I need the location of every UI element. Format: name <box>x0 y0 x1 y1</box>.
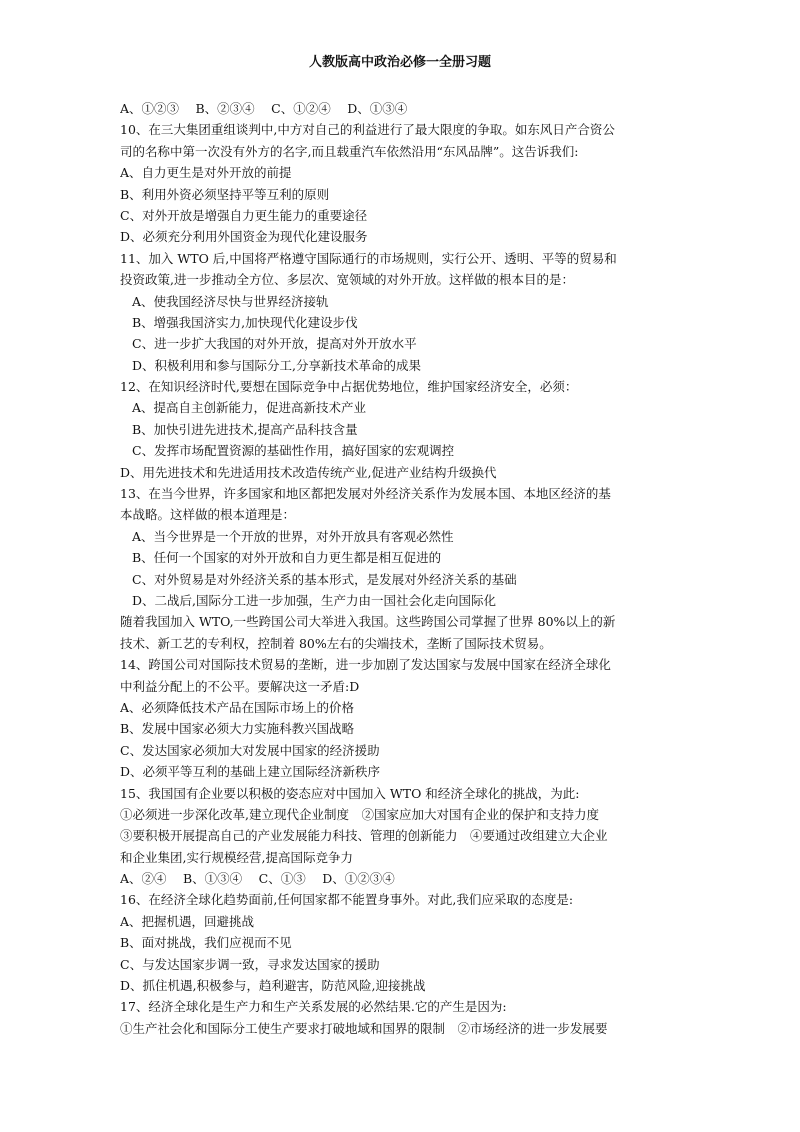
text-line: D、抓住机遇,积极参与，趋利避害，防范风险,迎接挑战 <box>120 978 426 994</box>
text-line: 12、在知识经济时代,要想在国际竞争中占据优势地位，维护国家经济安全，必须： <box>120 379 578 395</box>
text-line: 14、跨国公司对国际技术贸易的垄断，进一步加剧了发达国家与发展中国家在经济全球化 <box>120 657 611 673</box>
text-line: D、二战后,国际分工进一步加强，生产力由一国社会化走向国际化 <box>132 592 496 608</box>
text-line: 16、在经济全球化趋势面前,任何国家都不能置身事外。对此,我们应采取的态度是: <box>120 892 574 908</box>
text-line: A、当今世界是一个开放的世界，对外开放具有客观必然性 <box>132 528 454 544</box>
text-line: C、对外贸易是对外经济关系的基本形式，是发展对外经济关系的基础 <box>132 571 517 587</box>
text-line: D、必须充分利用外国资金为现代化建设服务 <box>120 229 368 245</box>
text-line: C、发达国家必须加大对发展中国家的经济援助 <box>120 742 380 758</box>
text-line: 投资政策,进一步推动全方位、多层次、宽领域的对外开放。这样做的根本目的是： <box>120 272 574 288</box>
text-line: 15、我国国有企业要以积极的姿态应对中国加入 WTO 和经济全球化的挑战，为此: <box>120 785 580 801</box>
text-line: D、积极利用和参与国际分工,分享新技术革命的成果 <box>132 357 421 373</box>
text-line: C、发挥市场配置资源的基础性作用，搞好国家的宏观调控 <box>132 443 455 459</box>
text-line: 11、加入 WTO 后,中国将严格遵守国际通行的市场规则，实行公开、透明、平等的贸易和 <box>120 250 617 266</box>
text-line: B、面对挑战，我们应视而不见 <box>120 935 292 951</box>
text-line: A、把握机遇，回避挑战 <box>120 913 255 929</box>
text-line: D、用先进技术和先进适用技术改造传统产业,促进产业结构升级换代 <box>120 464 497 480</box>
document-page <box>120 52 680 1039</box>
text-line: C、与发达国家步调一致，寻求发达国家的援助 <box>120 956 380 972</box>
document-body <box>120 98 680 1039</box>
text-line: 本战略。这样做的根本道理是： <box>120 507 296 523</box>
text-line: A、自力更生是对外开放的前提 <box>120 165 292 181</box>
text-line: B、利用外资必须坚持平等互利的原则 <box>120 186 330 202</box>
text-line: A、必须降低技术产品在国际市场上的价格 <box>120 699 355 715</box>
text-line: 17、经济全球化是生产力和生产关系发展的必然结果.它的产生是因为: <box>120 999 507 1015</box>
text-line: ③要积极开展提高自己的产业发展能力科技、管理的创新能力 ④要通过改组建立大企业 <box>120 828 608 844</box>
text-line: D、必须平等互利的基础上建立国际经济新秩序 <box>120 764 381 780</box>
text-line: ①必须进一步深化改革,建立现代企业制度 ②国家应加大对国有企业的保护和支持力度 <box>120 806 599 822</box>
text-line: B、增强我国济实力,加快现代化建设步伐 <box>132 314 358 330</box>
text-line: A、②④ B、①③④ C、①③ D、①②③④ <box>120 871 395 887</box>
text-line: B、任何一个国家的对外开放和自力更生都是相互促进的 <box>132 550 442 566</box>
text-line: ①生产社会化和国际分工使生产要求打破地域和国界的限制 ②市场经济的进一步发展要 <box>120 1020 608 1036</box>
text-line: 13、在当今世界，许多国家和地区都把发展对外经济关系作为发展本国、本地区经济的基 <box>120 486 611 502</box>
text-line: C、进一步扩大我国的对外开放，提高对外开放水平 <box>132 336 417 352</box>
text-line: A、①②③ B、②③④ C、①②④ D、①③④ <box>120 101 408 116</box>
text-line: 和企业集团,实行规模经营,提高国际竞争力 <box>120 849 353 865</box>
text-line: 技术、新工艺的专利权，控制着 80%左右的尖端技术，垄断了国际技术贸易。 <box>120 635 552 651</box>
text-line: 随着我国加入 WTO,一些跨国公司大举进入我国。这些跨国公司掌握了世界 80%以上的新 <box>120 614 616 630</box>
text-line: 10、在三大集团重组谈判中,中方对自己的利益进行了最大限度的争取。如东风日产合资公 <box>120 122 615 138</box>
text-line: 中利益分配上的不公平。要解决这一矛盾:D <box>120 678 360 694</box>
page-title: 人教版高中政治必修一全册习题 <box>308 55 491 70</box>
text-line: A、使我国经济尽快与世界经济接轨 <box>132 293 329 309</box>
text-line: B、发展中国家必须大力实施科教兴国战略 <box>120 721 355 737</box>
text-line: C、对外开放是增强自力更生能力的重要途径 <box>120 207 368 223</box>
text-line: 司的名称中第一次没有外方的名字,而且载重汽车依然沿用“东风品牌”。这告诉我们: <box>120 143 579 159</box>
text-line: A、提高自主创新能力，促进高新技术产业 <box>132 400 367 416</box>
text-line: B、加快引进先进技术,提高产品科技含量 <box>132 421 358 437</box>
